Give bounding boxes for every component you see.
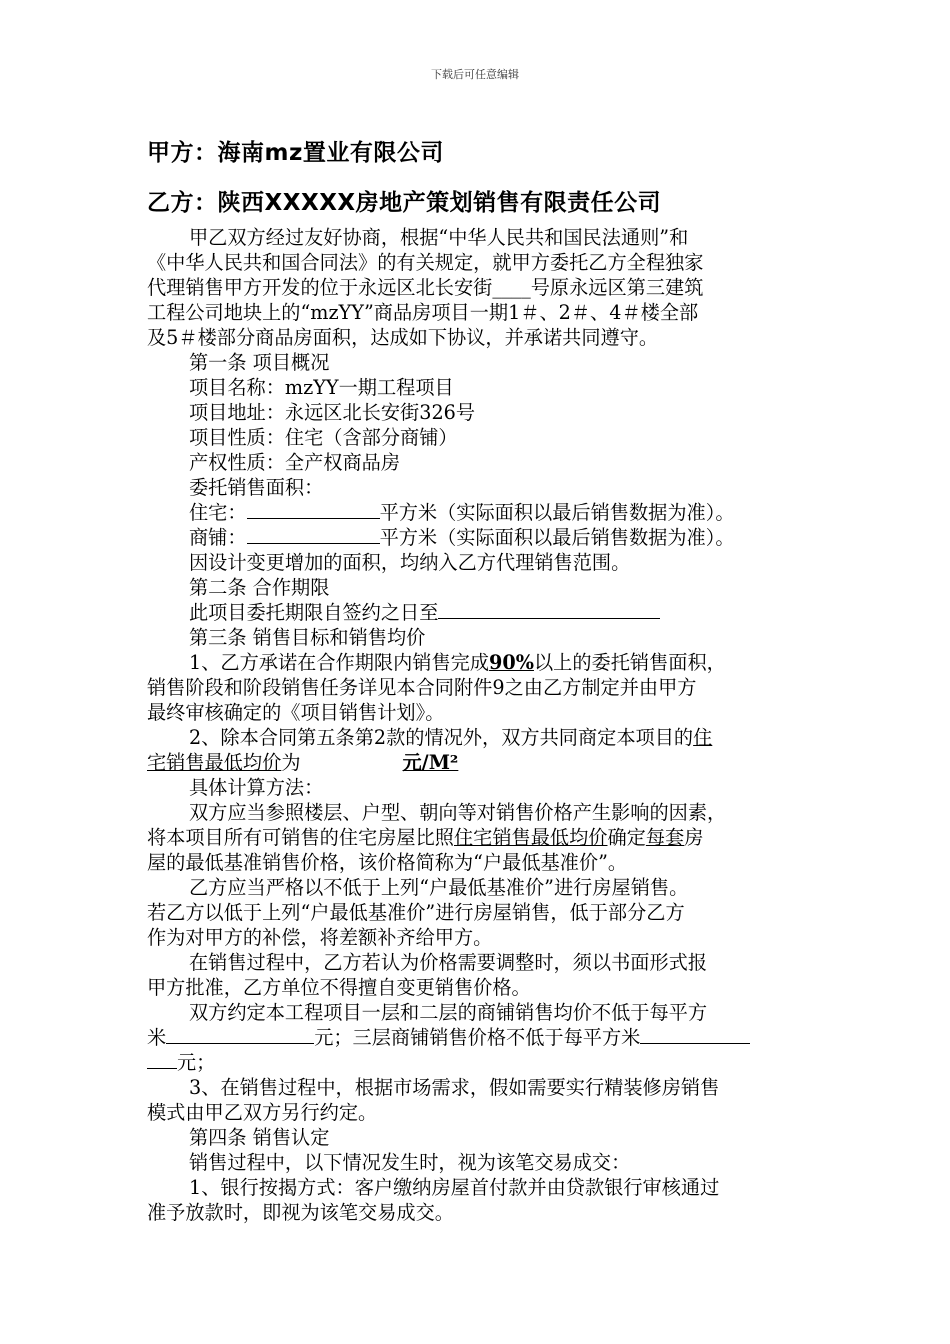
min-price-blank[interactable]: 元/M² (402, 751, 459, 774)
shop-price-line-2: 元； (147, 1050, 811, 1075)
article-1-title: 第一条 项目概况 (189, 351, 330, 374)
intro-line: 甲乙双方经过友好协商，根据“中华人民共和国民法通则”和 (189, 226, 689, 249)
paragraph-line: 1、银行按揭方式：客户缴纳房屋首付款并由贷款银行审核通过 (189, 1176, 720, 1199)
contract-body (147, 225, 811, 1225)
shop-price-blank-1[interactable] (166, 1025, 314, 1044)
intro-line: 工程公司地块上的“mzYY”商品房项目一期1＃、2＃、4＃楼全部 (147, 301, 699, 324)
residential-area-blank[interactable] (247, 500, 380, 519)
project-nature: 项目性质：住宅（含部分商铺） (189, 426, 458, 449)
term-line: 此项目委托期限自签约之日至 (147, 600, 811, 625)
paragraph-line: 销售阶段和阶段销售任务详见本合同附件9之由乙方制定并由甲方 (147, 676, 697, 699)
paragraph-line: 准予放款时，即视为该笔交易成交。 (147, 1201, 454, 1224)
residential-area-line: 住宅： 平方米（实际面积以最后销售数据为准）。 (189, 501, 735, 524)
paragraph-line: 销售过程中，以下情况发生时，视为该笔交易成交： (189, 1151, 631, 1174)
project-address: 项目地址：永远区北长安街326号 (189, 401, 476, 424)
term-end-blank[interactable] (438, 600, 660, 619)
area-label: 委托销售面积： (189, 476, 324, 499)
paragraph-line: 在销售过程中，乙方若认为价格需要调整时，须以书面形式报 (189, 951, 708, 974)
paragraph-line: 甲方批准，乙方单位不得擅自变更销售价格。 (147, 976, 531, 999)
paragraph-line: 3、在销售过程中，根据市场需求，假如需要实行精装修房销售 (189, 1076, 720, 1099)
shop-price-blank-2[interactable] (640, 1025, 750, 1044)
min-price-line: 2、除本合同第五条第2款的情况外，双方共同商定本项目的住 (189, 726, 713, 749)
party-a-heading: 甲方：海南mz置业有限公司 (147, 140, 444, 166)
extra-area-note: 因设计变更增加的面积，均纳入乙方代理销售范围。 (189, 551, 631, 574)
shop-price-blank-2-cont[interactable] (147, 1050, 177, 1069)
paragraph-line: 双方应当参照楼层、户型、朝向等对销售价格产生影响的因素， (189, 801, 727, 824)
paragraph-line: 将本项目所有可销售的住宅房屋比照住宅销售最低均价确定每套房 (147, 826, 704, 849)
calc-method-label: 具体计算方法： (189, 776, 324, 799)
min-price-line-2: 宅销售最低均价为 元/M² (147, 751, 459, 774)
party-b-heading: 乙方：陕西XXXXX房地产策划销售有限责任公司 (147, 190, 662, 216)
paragraph-line: 双方约定本工程项目一层和二层的商铺销售均价不低于每平方 (189, 1001, 708, 1024)
paragraph-line: 若乙方以低于上列“户最低基准价”进行房屋销售，低于部分乙方 (147, 901, 685, 924)
shop-price-line: 米 元；三层商铺销售价格不低于每平方米 (147, 1025, 811, 1050)
intro-line: 代理销售甲方开发的位于永远区北长安街____号原永远区第三建筑 (147, 276, 704, 299)
sales-target-line: 1、乙方承诺在合作期限内销售完成90%以上的委托销售面积， (189, 651, 726, 674)
article-3-title: 第三条 销售目标和销售均价 (189, 626, 426, 649)
page-header-note: 下载后可任意编辑 (431, 68, 519, 81)
paragraph-line: 最终审核确定的《项目销售计划》。 (147, 701, 445, 724)
paragraph-line: 屋的最低基准销售价格，该价格简称为“户最低基准价”。 (147, 851, 628, 874)
paragraph-line: 乙方应当严格以不低于上列“户最低基准价”进行房屋销售。 (189, 876, 689, 899)
project-name: 项目名称：mzYY一期工程项目 (189, 376, 454, 399)
paragraph-line: 作为对甲方的补偿，将差额补齐给甲方。 (147, 926, 493, 949)
shop-area-blank[interactable] (247, 525, 380, 544)
article-4-title: 第四条 销售认定 (189, 1126, 330, 1149)
sales-target-percent: 90% (489, 651, 534, 674)
intro-line: 《中华人民共和国合同法》的有关规定，就甲方委托乙方全程独家 (147, 251, 704, 274)
article-2-title: 第二条 合作期限 (189, 576, 330, 599)
intro-line: 及5＃楼部分商品房面积，达成如下协议，并承诺共同遵守。 (147, 326, 659, 349)
property-nature: 产权性质：全产权商品房 (189, 451, 401, 474)
shop-area-line: 商铺： 平方米（实际面积以最后销售数据为准）。 (189, 526, 735, 549)
paragraph-line: 模式由甲乙双方另行约定。 (147, 1101, 378, 1124)
